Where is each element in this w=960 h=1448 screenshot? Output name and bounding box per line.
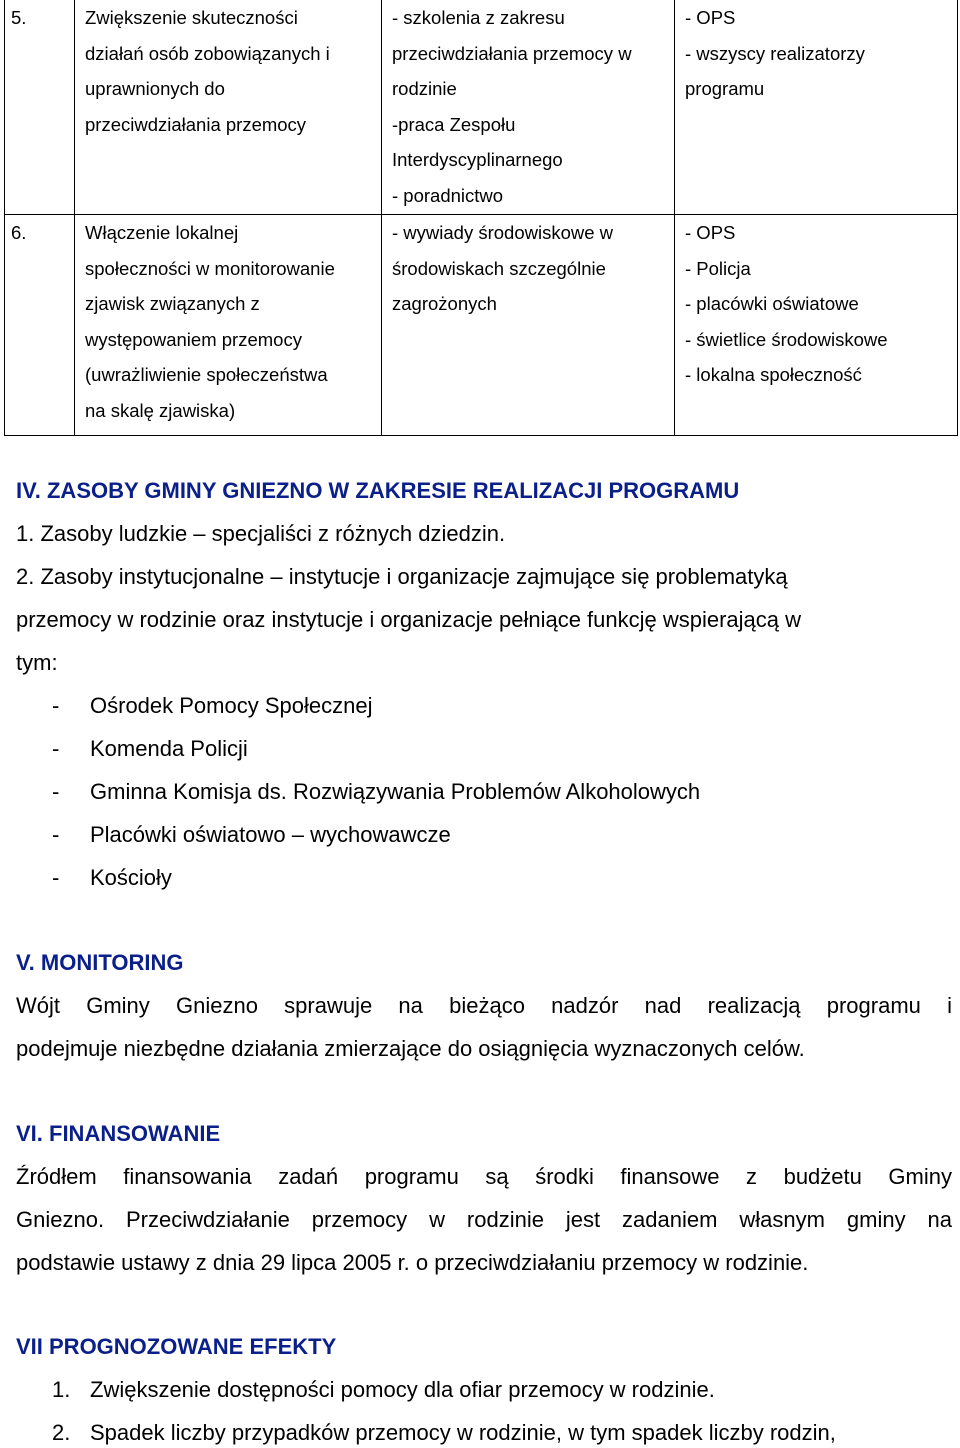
list-number: 2. (52, 1420, 71, 1445)
goal-line: na skalę zjawiska) (85, 399, 236, 421)
action-line: środowiskach szczególnie (392, 257, 606, 279)
action-line: rodzinie (392, 78, 457, 100)
list-item-text: Ośrodek Pomocy Społecznej (90, 693, 373, 718)
list-number: 1. (52, 1377, 71, 1402)
paragraph-line: podejmuje niezbędne działania zmierzające do osiągnięcia wyznaczonych celów. (16, 1036, 805, 1061)
section-heading: IV. ZASOBY GMINY GNIEZNO W ZAKRESIE REALIZACJI PROGRAMU (16, 478, 740, 503)
row-number-cell (5, 215, 75, 436)
row-number-cell (5, 0, 75, 215)
goal-line: Włączenie lokalnej (85, 222, 239, 243)
list-dash: - (52, 779, 60, 804)
section-heading: VI. FINANSOWANIE (16, 1121, 221, 1146)
implementer-line: programu (685, 78, 765, 100)
paragraph-line: przemocy w rodzinie oraz instytucje i organizacje pełniące funkcję wspierającą w (16, 607, 802, 632)
action-line: Interdyscyplinarnego (392, 149, 563, 171)
action-line: - poradnictwo (392, 184, 504, 206)
goal-line: Zwiększenie skuteczności (85, 7, 298, 28)
implementer-line: - OPS (685, 7, 736, 28)
list-item-text: Kościoły (90, 865, 172, 890)
paragraph-line: Gniezno. Przeciwdziałanie przemocy w rodzinie jest zadaniem własnym gminy na (16, 1207, 952, 1232)
action-line: zagrożonych (392, 293, 497, 315)
goal-line: występowaniem przemocy (85, 328, 302, 350)
row-number: 6. (11, 222, 27, 243)
action-line: - wywiady środowiskowe w (392, 222, 614, 243)
row-number: 5. (11, 7, 27, 28)
action-line: przeciwdziałania przemocy w (392, 42, 632, 64)
list-dash: - (52, 865, 60, 890)
goal-cell (75, 0, 382, 215)
list-item-text: Gminna Komisja ds. Rozwiązywania Problemów Alkoholowych (90, 779, 701, 804)
actions-cell (382, 0, 675, 215)
list-dash: - (52, 822, 60, 847)
goal-line: zjawisk związanych z (85, 293, 260, 315)
implementers-cell (675, 215, 958, 436)
paragraph-line: tym: (16, 650, 58, 675)
goal-line: społeczności w monitorowanie (85, 257, 335, 279)
list-item-text: Komenda Policji (90, 736, 248, 761)
implementer-line: - lokalna społeczność (685, 364, 862, 386)
list-item-text: Spadek liczby przypadków przemocy w rodzinie, w tym spadek liczby rodzin, (90, 1420, 836, 1445)
paragraph-line: Źródłem finansowania zadań programu są środki finansowe z budżetu Gminy (16, 1164, 952, 1189)
goal-line: działań osób zobowiązanych i (85, 42, 330, 64)
section-heading: V. MONITORING (16, 950, 184, 975)
table-row (5, 215, 958, 436)
implementer-line: - wszyscy realizatorzy (685, 42, 865, 64)
implementer-line: - placówki oświatowe (685, 293, 859, 315)
goal-cell (75, 215, 382, 436)
paragraph-line: podstawie ustawy z dnia 29 lipca 2005 r. o przeciwdziałaniu przemocy w rodzinie. (16, 1250, 809, 1275)
actions-cell (382, 215, 675, 436)
goal-line: uprawnionych do (85, 78, 225, 100)
paragraph-line: 2. Zasoby instytucjonalne – instytucje i organizacje zajmujące się problematyką (16, 564, 788, 589)
implementers-cell (675, 0, 958, 215)
implementer-line: - Policja (685, 257, 751, 279)
paragraph-line: 1. Zasoby ludzkie – specjaliści z różnych dziedzin. (16, 521, 506, 546)
list-item-text: Zwiększenie dostępności pomocy dla ofiar przemocy w rodzinie. (90, 1377, 715, 1402)
list-dash: - (52, 736, 60, 761)
implementer-line: - OPS (685, 222, 736, 243)
goal-line: przeciwdziałania przemocy (85, 113, 307, 135)
paragraph-line: Wójt Gminy Gniezno sprawuje na bieżąco nadzór nad realizacją programu i (16, 993, 952, 1018)
action-line: - szkolenia z zakresu (392, 7, 565, 28)
implementer-line: - świetlice środowiskowe (685, 328, 888, 350)
list-item-text: Placówki oświatowo – wychowawcze (90, 822, 451, 847)
action-line: -praca Zespołu (392, 113, 516, 135)
program-tasks-table (4, 0, 958, 436)
goal-line: (uwrażliwienie społeczeństwa (85, 364, 328, 386)
section-heading: VII PROGNOZOWANE EFEKTY (16, 1334, 337, 1359)
list-dash: - (52, 693, 60, 718)
table-row (5, 0, 958, 215)
